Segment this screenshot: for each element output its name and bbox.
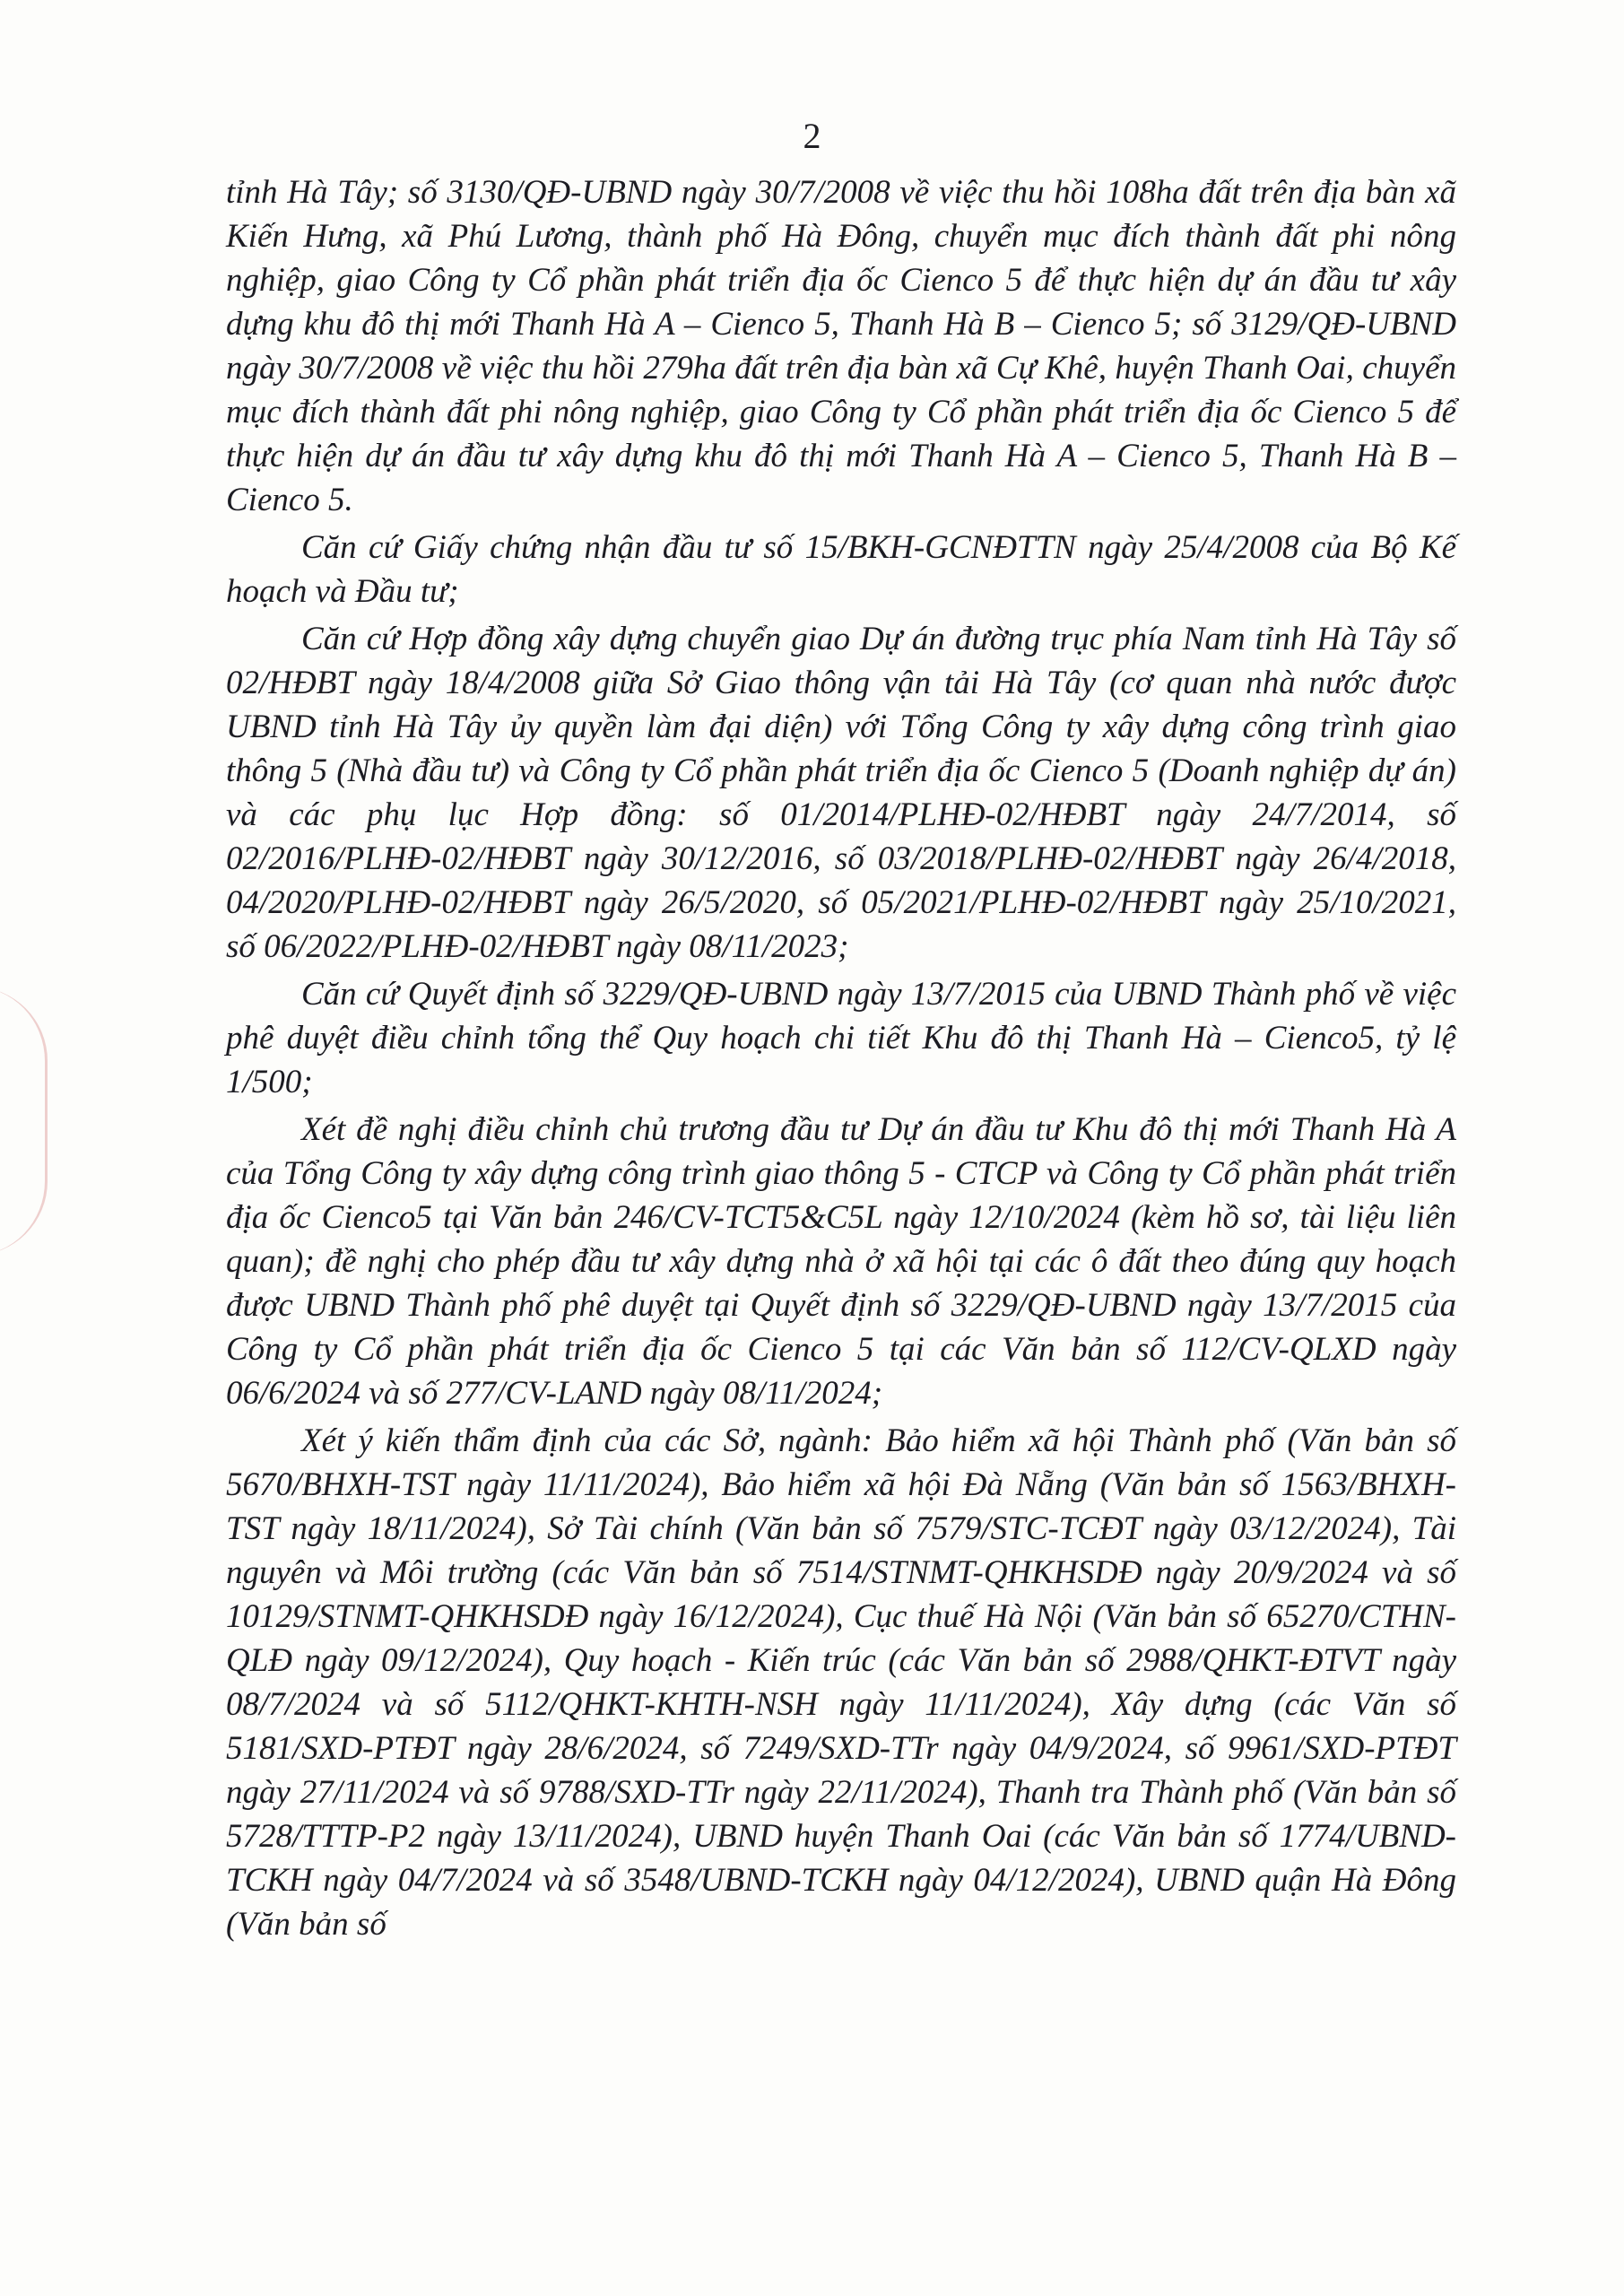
- paragraph-continuation: tỉnh Hà Tây; số 3130/QĐ-UBND ngày 30/7/2008 về việc thu hồi 108ha đất trên địa bàn xã Kiến Hưng, xã Phú Lương, thành phố Hà Đông, chuyển mục đích thành đất phi nông nghiệp, giao Công ty Cổ phần phát triển địa ốc Cienco 5 để thực hiện dự án đầu tư xây dựng khu đô thị mới Thanh Hà A – Cienco 5, Thanh Hà B – Cienco 5; số 3129/QĐ-UBND ngày 30/7/2008 về việc thu hồi 279ha đất trên địa bàn xã Cự Khê, huyện Thanh Oai, chuyển mục đích thành đất phi nông nghiệp, giao Công ty Cổ phần phát triển địa ốc Cienco 5 để thực hiện dự án đầu tư xây dựng khu đô thị mới Thanh Hà A – Cienco 5, Thanh Hà B – Cienco 5.: [226, 174, 1456, 518]
- document-body: [226, 170, 1456, 1950]
- paragraph-adjustment-proposal: Xét đề nghị điều chỉnh chủ trương đầu tư Dự án đầu tư Khu đô thị mới Thanh Hà A của Tổng Công ty xây dựng công trình giao thông 5 - CTCP và Công ty Cổ phần phát triển địa ốc Cienco5 tại Văn bản 246/CV-TCT5&C5L ngày 12/10/2024 (kèm hồ sơ, tài liệu liên quan); đề nghị cho phép đầu tư xây dựng nhà ở xã hội tại các ô đất theo đúng quy hoạch được UBND Thành phố phê duyệt tại Quyết định số 3229/QĐ-UBND ngày 13/7/2015 của Công ty Cổ phần phát triển địa ốc Cienco 5 tại các Văn bản số 112/CV-QLXD ngày 06/6/2024 và số 277/CV-LAND ngày 08/11/2024;: [226, 1111, 1456, 1412]
- paragraph-investment-certificate: Căn cứ Giấy chứng nhận đầu tư số 15/BKH-GCNĐTTN ngày 25/4/2008 của Bộ Kế hoạch và Đầu tư;: [226, 529, 1456, 610]
- red-seal-edge-mark: [0, 987, 48, 1256]
- page-number: 2: [803, 116, 821, 156]
- paragraph-bt-contract: Căn cứ Hợp đồng xây dựng chuyển giao Dự án đường trục phía Nam tỉnh Hà Tây số 02/HĐBT ngày 18/4/2008 giữa Sở Giao thông vận tải Hà Tây (cơ quan nhà nước được UBND tỉnh Hà Tây ủy quyền làm đại diện) với Tổng Công ty xây dựng công trình giao thông 5 (Nhà đầu tư) và Công ty Cổ phần phát triển địa ốc Cienco 5 (Doanh nghiệp dự án) và các phụ lục Hợp đồng: số 01/2014/PLHĐ-02/HĐBT ngày 24/7/2014, số 02/2016/PLHĐ-02/HĐBT ngày 30/12/2016, số 03/2018/PLHĐ-02/HĐBT ngày 26/4/2018, 04/2020/PLHĐ-02/HĐBT ngày 26/5/2020, số 05/2021/PLHĐ-02/HĐBT ngày 25/10/2021, số 06/2022/PLHĐ-02/HĐBT ngày 08/11/2023;: [226, 621, 1456, 965]
- paragraph-planning-decision: Căn cứ Quyết định số 3229/QĐ-UBND ngày 13/7/2015 của UBND Thành phố về việc phê duyệt điều chỉnh tổng thể Quy hoạch chi tiết Khu đô thị Thanh Hà – Cienco5, tỷ lệ 1/500;: [226, 976, 1456, 1100]
- paragraph-appraisal-opinions: Xét ý kiến thẩm định của các Sở, ngành: Bảo hiểm xã hội Thành phố (Văn bản số 5670/BHXH-TST ngày 11/11/2024), Bảo hiểm xã hội Đà Nẵng (Văn bản số 1563/BHXH-TST ngày 18/11/2024), Sở Tài chính (Văn bản số 7579/STC-TCĐT ngày 03/12/2024), Tài nguyên và Môi trường (các Văn bản số 7514/STNMT-QHKHSDĐ ngày 20/9/2024 và số 10129/STNMT-QHKHSDĐ ngày 16/12/2024), Cục thuế Hà Nội (Văn bản số 65270/CTHN-QLĐ ngày 09/12/2024), Quy hoạch - Kiến trúc (các Văn bản số 2988/QHKT-ĐTVT ngày 08/7/2024 và số 5112/QHKT-KHTH-NSH ngày 11/11/2024), Xây dựng (các Văn số 5181/SXD-PTĐT ngày 28/6/2024, số 7249/SXD-TTr ngày 04/9/2024, số 9961/SXD-PTĐT ngày 27/11/2024 và số 9788/SXD-TTr ngày 22/11/2024), Thanh tra Thành phố (Văn bản số 5728/TTTP-P2 ngày 13/11/2024), UBND huyện Thanh Oai (các Văn bản số 1774/UBND-TCKH ngày 04/7/2024 và số 3548/UBND-TCKH ngày 04/12/2024), UBND quận Hà Đông (Văn bản số: [226, 1422, 1456, 1943]
